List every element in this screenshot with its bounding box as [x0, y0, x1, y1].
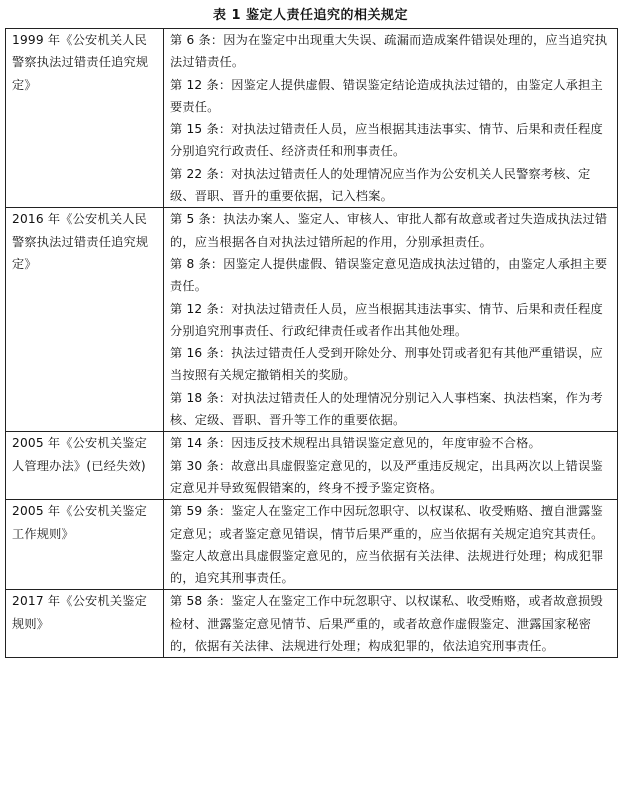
regulation-cell: 2017 年《公安机关鉴定规则》	[6, 590, 164, 658]
article-text: 第 18 条：对执法过错责任人的处理情况分别记入人事档案、执法档案，作为考核、定级、晋职、晋升等工作的重要依据。	[170, 390, 603, 428]
table-row	[6, 29, 618, 208]
regulation-cell: 2005 年《公安机关鉴定人管理办法》(已经失效)	[6, 432, 164, 500]
articles-cell	[164, 29, 618, 208]
article-text: 第 5 条：执法办案人、鉴定人、审核人、审批人都有故意或者过失造成执法过错的，应当根据各自对执法过错所起的作用，分别承担责任。	[170, 212, 608, 249]
table-row	[6, 590, 618, 658]
articles-cell	[164, 500, 618, 590]
article-text: 第 12 条：因鉴定人提供虚假、错误鉴定结论造成执法过错的，由鉴定人承担主要责任。	[170, 77, 603, 114]
article-text: 第 22 条：对执法过错责任人的处理情况应当作为公安机关人民警察考核、定级、晋职、晋升的重要依据，记入档案。	[170, 166, 591, 204]
article-text: 第 30 条：故意出具虚假鉴定意见的，以及严重违反规定，出具两次以上错误鉴定意见并导致冤假错案的，终身不授予鉴定资格。	[170, 458, 603, 495]
article-text: 第 14 条：因违反技术规程出具错误鉴定意见的，年度审验不合格。	[170, 436, 541, 451]
article-text: 第 16 条：执法过错责任人受到开除处分、刑事处罚或者犯有其他严重错误，应当按照有关规定撤销相关的奖励。	[170, 346, 603, 383]
article-text: 第 58 条：鉴定人在鉴定工作中玩忽职守、以权谋私、收受贿赂，或者故意损毁检材、泄露鉴定意见情节、后果严重的，或者故意作虚假鉴定、泄露国家秘密的，依据有关法律、法规进行处理；构成犯罪的，依法追究刑事责任。	[170, 594, 603, 654]
table-row	[6, 500, 618, 590]
regulation-cell: 2005 年《公安机关鉴定工作规则》	[6, 500, 164, 590]
table-row	[6, 208, 618, 432]
articles-cell	[164, 432, 618, 500]
regulation-table	[5, 28, 618, 658]
article-text: 第 59 条：鉴定人在鉴定工作中因玩忽职守、以权谋私、收受贿赂、擅自泄露鉴定意见；或者鉴定意见错误，情节后果严重的，应当依据有关规定追究其责任。	[170, 504, 604, 541]
article-text: 第 6 条：因为在鉴定中出现重大失误、疏漏而造成案件错误处理的，应当追究执法过错责任。	[170, 33, 608, 70]
article-text: 第 15 条：对执法过错责任人员，应当根据其违法事实、情节、后果和责任程度分别追究行政责任、经济责任和刑事责任。	[170, 122, 603, 159]
articles-cell	[164, 208, 618, 432]
article-text: 第 8 条：因鉴定人提供虚假、错误鉴定意见造成执法过错的，由鉴定人承担主要责任。	[170, 256, 608, 294]
table-caption: 表 1 鉴定人责任追究的相关规定	[212, 8, 409, 23]
regulation-cell: 2016 年《公安机关人民警察执法过错责任追究规定》	[6, 208, 164, 432]
regulation-cell: 1999 年《公安机关人民警察执法过错责任追究规定》	[6, 29, 164, 208]
table-row	[6, 432, 618, 500]
article-text: 第 12 条：对执法过错责任人员，应当根据其违法事实、情节、后果和责任程度分别追究刑事责任、行政纪律责任或者作出其他处理。	[170, 301, 603, 338]
articles-cell	[164, 590, 618, 658]
article-text: 鉴定人故意出具虚假鉴定意见的，应当依据有关法律、法规进行处理；构成犯罪的，追究其刑事责任。	[170, 548, 604, 586]
